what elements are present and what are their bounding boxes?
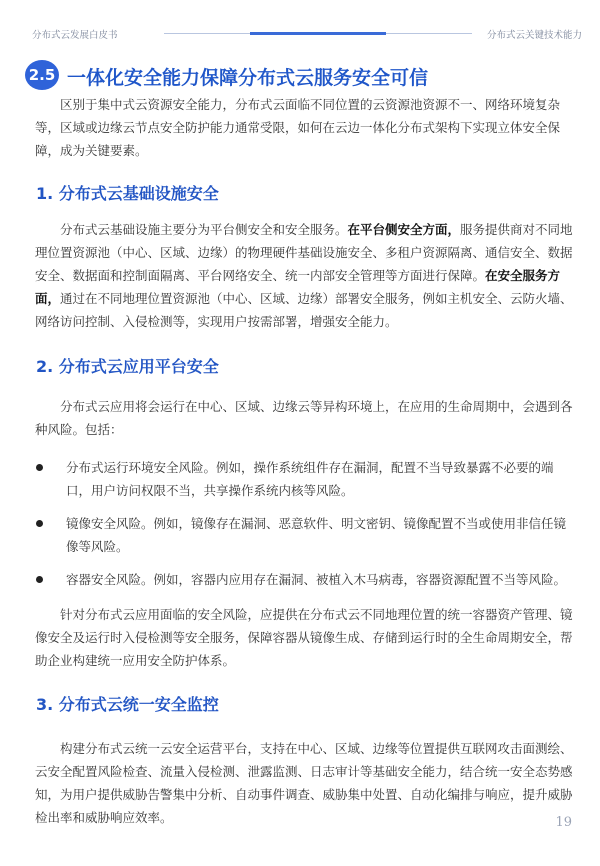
- subsection-2-intro: 分布式云应用将会运行在中心、区域、边缘云等异构环境上，在应用的生命周期中，会遇到各种风险。包括：: [35, 399, 573, 437]
- bullet-item: [36, 512, 576, 558]
- bullet-dot-icon: [36, 576, 43, 583]
- bullet-text: 分布式运行环境安全风险。例如，操作系统组件存在漏洞，配置不当导致暴露不必要的端口，用户访问权限不当，共享操作系统内核等风险。: [66, 460, 554, 498]
- section-intro-paragraph: 区别于集中式云资源安全能力，分布式云面临不同位置的云资源池资源不一、网络环境复杂等，区域或边缘云节点安全防护能力通常受限，如何在云边一体化分布式架构下实现立体安全保障，成为关键要素。: [35, 97, 561, 158]
- sub1-text-b: 服务提供商对不同地理位置资源池（中心、区域、边缘）的物理硬件基础设施安全、多租户资源隔离、通信安全、数据安全、数据面和控制面隔离、平台网络安全、统一内部安全管理等方面进行保障。: [35, 222, 573, 283]
- bullet-dot-icon: [36, 464, 43, 471]
- bullet-item: [36, 456, 576, 502]
- subsection-2-title: 2. 分布式云应用平台安全: [36, 357, 219, 376]
- bullet-text: 容器安全风险。例如，容器内应用存在漏洞、被植入木马病毒，容器资源配置不当等风险。: [66, 572, 567, 587]
- header-rule: [164, 33, 472, 34]
- page-number: 19: [555, 815, 572, 830]
- running-header: [32, 27, 582, 41]
- sub1-text-c: 通过在不同地理位置资源池（中心、区域、边缘）部署安全服务，例如主机安全、云防火墙、网络访问控制、入侵检测等，实现用户按需部署，增强安全能力。: [35, 291, 573, 329]
- bullet-item: [36, 568, 576, 591]
- subsection-3-title: 3. 分布式云统一安全监控: [36, 695, 219, 714]
- sub1-text-a: 分布式云基础设施主要分为平台侧安全和安全服务。: [60, 222, 348, 237]
- subsection-1-paragraph: [35, 218, 575, 333]
- sub1-bold-service: 在安全服务方面，: [35, 268, 561, 306]
- subsection-2-outro: 针对分布式云应用面临的安全风险，应提供在分布式云不同地理位置的统一容器资产管理、镜像安全及运行时入侵检测等安全服务，保障容器从镜像生成、存储到运行时的全生命周期安全，帮助企业构建统一应用安全防护体系。: [35, 607, 573, 668]
- sub1-bold-platform: 在平台侧安全方面，: [347, 222, 461, 237]
- subsection-3-paragraph: 构建分布式云统一云安全运营平台，支持在中心、区域、边缘等位置提供互联网攻击面测绘、云安全配置风险检查、流量入侵检测、泄露监测、日志审计等基础安全能力，结合统一安全态势感知，为用户提供威胁告警集中分析、自动事件调查、威胁集中处置、自动化编排与响应，提升威胁检出率和威胁响应效率。: [35, 741, 573, 825]
- subsection-1-title: 1. 分布式云基础设施安全: [36, 184, 219, 203]
- section-heading: [25, 60, 585, 88]
- header-chapter-title: 分布式云关键技术能力: [486, 30, 582, 41]
- section-number-badge: 2.5: [25, 60, 59, 90]
- header-doc-title: 分布式云发展白皮书: [32, 30, 118, 41]
- bullet-dot-icon: [36, 520, 43, 527]
- section-title: 一体化安全能力保障分布式云服务安全可信: [67, 67, 429, 89]
- bullet-text: 镜像安全风险。例如，镜像存在漏洞、恶意软件、明文密钥、镜像配置不当或使用非信任镜像等风险。: [66, 516, 567, 554]
- header-rule-accent: [250, 32, 386, 35]
